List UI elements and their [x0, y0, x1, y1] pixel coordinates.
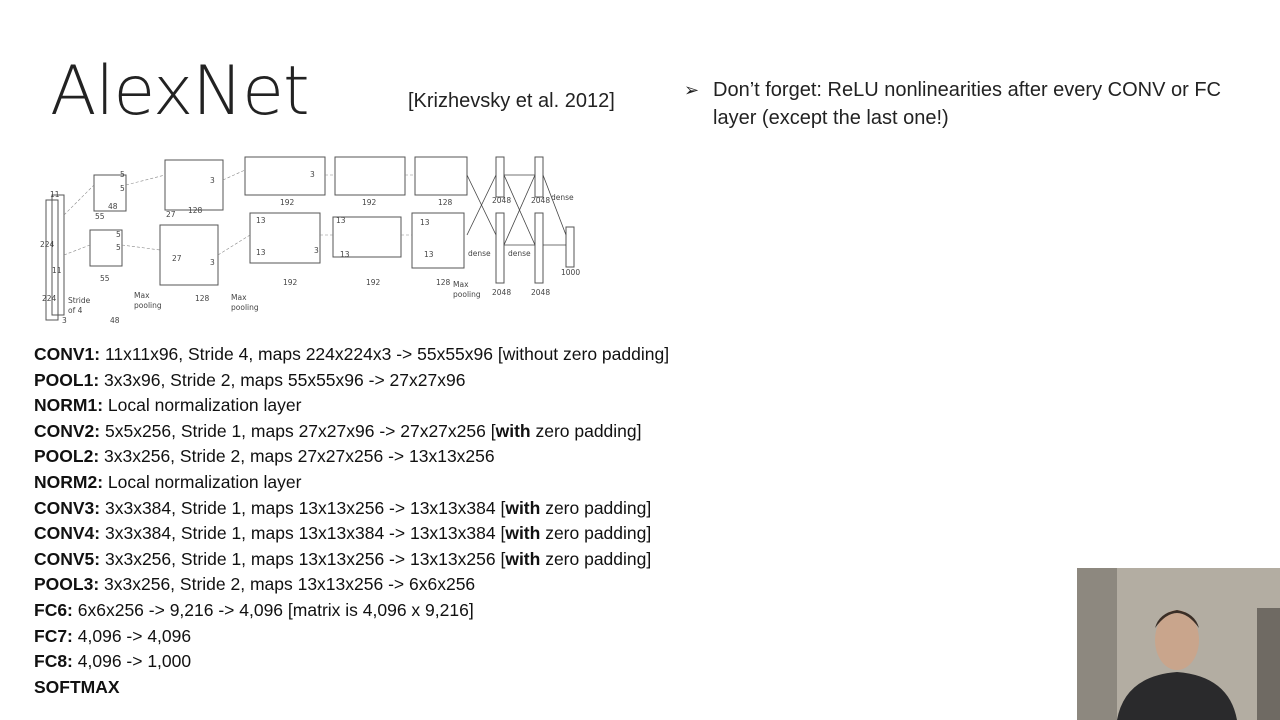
diagram-label: 55 — [100, 274, 110, 283]
diagram-label: 128 — [436, 278, 451, 287]
diagram-label: 1000 — [561, 268, 581, 277]
layer-label: CONV2: — [34, 420, 101, 441]
diagram-label: 5 — [116, 230, 121, 239]
layer-text: Local normalization layer — [103, 395, 302, 416]
layer-row — [34, 419, 669, 445]
layer-row — [34, 675, 669, 701]
diagram-label: 13 — [256, 248, 266, 257]
diagram-label: 192 — [283, 278, 298, 287]
diagram-label: pooling — [453, 290, 481, 299]
conv5-top-box — [415, 157, 467, 195]
diagram-label: 13 — [424, 250, 434, 259]
diagram-label: dense — [468, 249, 491, 258]
diagram-label: dense — [508, 249, 531, 258]
layer-label: CONV3: — [34, 497, 101, 518]
layer-list — [34, 342, 669, 700]
layer-emphasis: with — [505, 548, 541, 569]
layer-row — [34, 393, 669, 419]
diagram-label: 13 — [340, 250, 350, 259]
diagram-label: 192 — [362, 198, 377, 207]
diagram-label: 5 — [120, 170, 125, 179]
layer-row — [34, 624, 669, 650]
layer-text: 3x3x384, Stride 1, maps 13x13x384 -> 13x13x384 [ — [100, 523, 506, 544]
citation: [Krizhevsky et al. 2012] — [408, 90, 615, 112]
dense-arrows — [467, 175, 566, 245]
diagram-label: 55 — [95, 212, 105, 221]
layer-text: 6x6x256 -> 9,216 -> 4,096 [matrix is 4,096 x 9,216] — [72, 599, 474, 620]
diagram-label: 3 — [314, 246, 319, 255]
diagram-label: 13 — [336, 216, 346, 225]
layer-emphasis: with — [505, 497, 541, 518]
diagram-label: 13 — [420, 218, 430, 227]
diagram-label: 128 — [195, 294, 210, 303]
layer-text-after: zero padding] — [540, 497, 652, 518]
layer-text: 3x3x96, Stride 2, maps 55x55x96 -> 27x27x96 — [99, 369, 466, 390]
diagram-label: pooling — [134, 301, 162, 310]
diagram-label: 192 — [366, 278, 381, 287]
diagram-label: 224 — [42, 294, 57, 303]
diagram-label: 3 — [210, 258, 215, 267]
layer-label: CONV5: — [34, 548, 101, 569]
layer-text-after: zero padding] — [540, 523, 652, 544]
layer-text: 11x11x96, Stride 4, maps 224x224x3 -> 55x55x96 [without zero padding] — [100, 344, 670, 364]
webcam-video — [1077, 568, 1280, 720]
layer-row — [34, 547, 669, 573]
diagram-label: 3 — [310, 170, 315, 179]
slide-title: AlexNet — [50, 52, 309, 131]
diagram-label: 48 — [110, 316, 120, 325]
layer-text: 3x3x256, Stride 2, maps 13x13x256 -> 6x6x256 — [99, 574, 476, 595]
diagram-label: 2048 — [531, 288, 551, 297]
diagram-label: 13 — [256, 216, 266, 225]
layer-label: FC8: — [34, 651, 73, 672]
layer-text: 3x3x256, Stride 2, maps 27x27x256 -> 13x13x256 — [99, 446, 495, 467]
layer-text: 5x5x256, Stride 1, maps 27x27x96 -> 27x27x256 [ — [100, 420, 496, 441]
layer-emphasis: with — [505, 523, 541, 544]
layer-label: NORM1: — [34, 395, 104, 416]
layer-row — [34, 649, 669, 675]
diagram-label: 2048 — [531, 196, 551, 205]
layer-label: POOL2: — [34, 446, 100, 467]
conv4-top-box — [335, 157, 405, 195]
conv2-top-box — [165, 160, 223, 210]
diagram-label: 2048 — [492, 288, 512, 297]
diagram-label: pooling — [231, 303, 259, 312]
layer-text: 3x3x384, Stride 1, maps 13x13x256 -> 13x13x384 [ — [100, 497, 506, 518]
diagram-label: 27 — [172, 254, 182, 263]
layer-text-after: zero padding] — [530, 420, 642, 441]
layer-row — [34, 444, 669, 470]
layer-row — [34, 368, 669, 394]
layer-text: Local normalization layer — [103, 471, 302, 492]
layer-row — [34, 572, 669, 598]
layer-row — [34, 342, 669, 368]
layer-label: FC6: — [34, 599, 73, 620]
diagram-label: 5 — [120, 184, 125, 193]
layer-text: 4,096 -> 4,096 — [72, 625, 192, 646]
diagram-label: 27 — [166, 210, 176, 219]
diagram-label: 3 — [62, 316, 67, 325]
fc8 — [566, 227, 574, 267]
layer-label: FC7: — [34, 625, 73, 646]
arrow-bullet-icon: ➢ — [684, 80, 700, 100]
diagram-label: 48 — [108, 202, 118, 211]
diagram-label: Max — [231, 293, 247, 302]
diagram-label: Stride — [68, 296, 91, 305]
diagram-label: dense — [551, 193, 574, 202]
layer-text: 4,096 -> 1,000 — [72, 651, 192, 672]
layer-row — [34, 598, 669, 624]
diagram-label: 11 — [50, 190, 60, 199]
fc7-bottom — [535, 213, 543, 283]
relu-note — [684, 76, 1224, 132]
layer-label: CONV1: — [34, 344, 101, 364]
layer-text: 3x3x256, Stride 1, maps 13x13x256 -> 13x13x256 [ — [100, 548, 506, 569]
layer-text-after: zero padding] — [540, 548, 652, 569]
diagram-label: 3 — [210, 176, 215, 185]
diagram-label: of 4 — [68, 306, 83, 315]
diagram-label: 5 — [116, 243, 121, 252]
layer-row — [34, 496, 669, 522]
diagram-labels — [40, 170, 580, 325]
conv2-bottom-box — [160, 225, 218, 285]
layer-label: NORM2: — [34, 471, 104, 492]
diagram-label: 128 — [438, 198, 453, 207]
diagram-label: 224 — [40, 240, 55, 249]
layer-row — [34, 470, 669, 496]
diagram-label: 2048 — [492, 196, 512, 205]
layer-label: POOL3: — [34, 574, 100, 595]
layer-label: SOFTMAX — [34, 676, 120, 697]
diagram-label: 128 — [188, 206, 203, 215]
fc6-top — [496, 157, 504, 197]
diagram-label: 192 — [280, 198, 295, 207]
layer-label: POOL1: — [34, 369, 100, 390]
presenter-image — [1077, 568, 1280, 720]
relu-note-text: Don’t forget: ReLU nonlinearities after every CONV or FC layer (except the last one!) — [713, 79, 1221, 129]
fc6-bottom — [496, 213, 504, 283]
diagram-label: Max — [453, 280, 469, 289]
fc7-top — [535, 157, 543, 197]
layer-row — [34, 521, 669, 547]
layer-emphasis: with — [495, 420, 531, 441]
layer-label: CONV4: — [34, 523, 101, 544]
diagram-label: Max — [134, 291, 150, 300]
diagram-label: 11 — [52, 266, 62, 275]
alexnet-architecture-diagram — [30, 155, 590, 325]
